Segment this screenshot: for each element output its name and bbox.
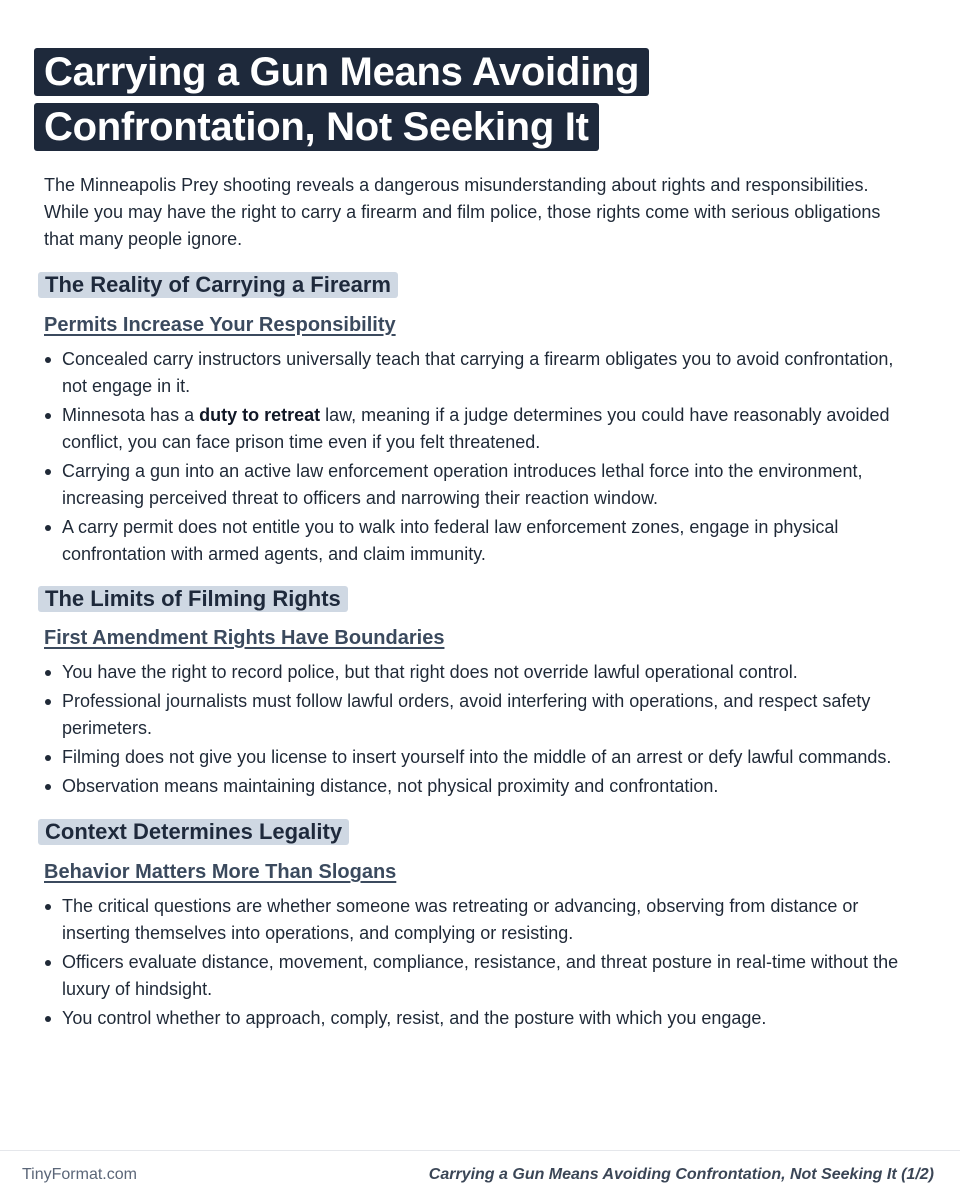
footer-brand: TinyFormat.com bbox=[22, 1166, 137, 1183]
list-item: You control whether to approach, comply, resist, and the posture with which you engage. bbox=[62, 1005, 912, 1032]
list-item-text: law, meaning if a judge determines you could have reasonably avoided conflict, you can face prison time even if you felt threatened. bbox=[62, 405, 890, 452]
subheading-behavior: Behavior Matters More Than Slogans bbox=[44, 861, 397, 883]
subheading-first-amendment: First Amendment Rights Have Boundaries bbox=[44, 627, 445, 649]
intro-paragraph: The Minneapolis Prey shooting reveals a dangerous misunderstanding about rights and responsibilities. While you may have the right to carry a firearm and film police, those rights come with serious obligations that many people ignore. bbox=[44, 175, 881, 249]
section-heading-filming: The Limits of Filming Rights bbox=[38, 586, 348, 612]
list-item-text: Minnesota has a bbox=[62, 405, 200, 425]
list-item: Carrying a gun into an active law enforcement operation introduces lethal force into the environment, increasing perceived threat to officers and narrowing their reaction window. bbox=[62, 458, 912, 512]
section-heading-firearm: The Reality of Carrying a Firearm bbox=[38, 272, 398, 298]
bullet-list-filming bbox=[62, 659, 912, 802]
page-title-line-1: Carrying a Gun Means Avoiding bbox=[34, 48, 649, 96]
list-item: Officers evaluate distance, movement, compliance, resistance, and threat posture in real-time without the luxury of hindsight. bbox=[62, 949, 912, 1003]
bullet-list-firearm bbox=[62, 346, 912, 570]
list-item: Professional journalists must follow lawful orders, avoid interfering with operations, and respect safety perimeters. bbox=[62, 688, 912, 742]
list-item-bold-term: duty to retreat bbox=[199, 405, 321, 425]
list-item: You have the right to record police, but that right does not override lawful operational control. bbox=[62, 659, 912, 686]
page-title bbox=[34, 48, 649, 158]
list-item: Filming does not give you license to insert yourself into the middle of an arrest or defy lawful commands. bbox=[62, 744, 912, 771]
list-item bbox=[62, 402, 912, 456]
list-item: Observation means maintaining distance, not physical proximity and confrontation. bbox=[62, 773, 912, 800]
section-heading-context: Context Determines Legality bbox=[38, 819, 349, 845]
bullet-list-context bbox=[62, 893, 912, 1034]
footer-caption: Carrying a Gun Means Avoiding Confrontation, Not Seeking It (1/2) bbox=[428, 1166, 934, 1183]
footer-divider bbox=[0, 1150, 960, 1151]
list-item: Concealed carry instructors universally teach that carrying a firearm obligates you to avoid confrontation, not engage in it. bbox=[62, 346, 912, 400]
page-title-line-2: Confrontation, Not Seeking It bbox=[34, 103, 599, 151]
list-item: A carry permit does not entitle you to walk into federal law enforcement zones, engage in physical confrontation with armed agents, and claim immunity. bbox=[62, 514, 912, 568]
list-item: The critical questions are whether someone was retreating or advancing, observing from distance or inserting themselves into operations, and complying or resisting. bbox=[62, 893, 912, 947]
subheading-permits: Permits Increase Your Responsibility bbox=[44, 314, 396, 336]
